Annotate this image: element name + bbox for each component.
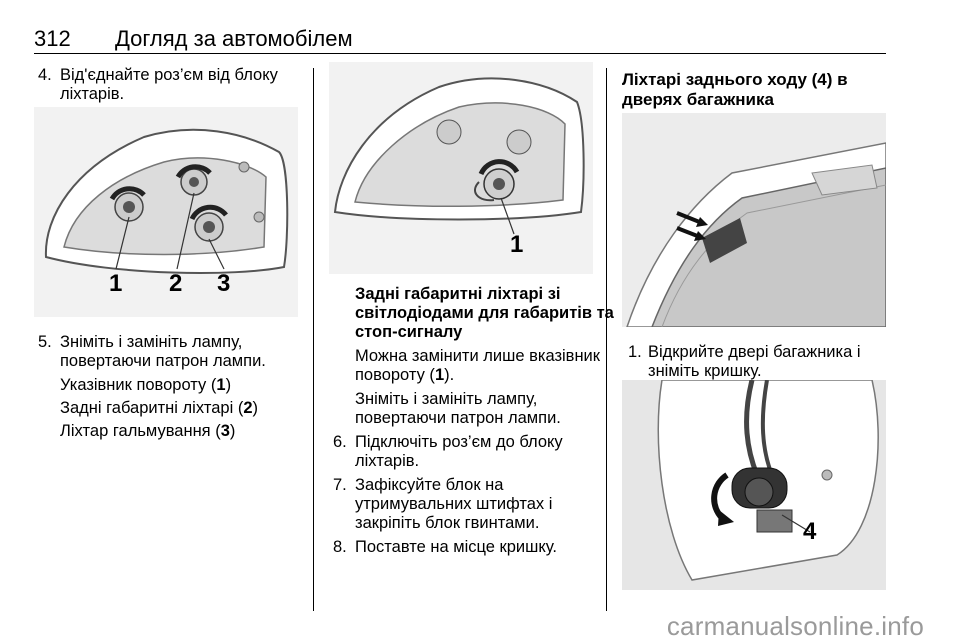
section-heading: Ліхтарі заднього ходу (4) в <box>622 70 848 89</box>
page-number: 312 <box>34 26 71 51</box>
step-6-text: Підключіть роз’єм до блоку <box>355 433 563 451</box>
step-1-number: 1. <box>628 343 642 361</box>
step-5-text: Зніміть і замініть лампу, <box>60 333 243 351</box>
header-divider <box>34 53 886 54</box>
step-6-text: ліхтарів. <box>355 452 420 470</box>
figure-callout: 1 <box>510 231 524 258</box>
step-8-number: 8. <box>333 538 347 556</box>
step-1-text: зніміть кришку. <box>648 362 762 380</box>
paragraph: Зніміть і замініть лампу, <box>355 390 538 408</box>
figure-callout: 1 <box>109 270 123 297</box>
reverse-lamp-socket-figure <box>622 380 886 590</box>
step-4-text: ліхтарів. <box>60 85 125 103</box>
section-heading: Задні габаритні ліхтарі зі <box>355 285 561 303</box>
step-1-text: Відкрийте двері багажника і <box>648 343 861 361</box>
tailgate-cover-figure <box>622 113 886 327</box>
step-5-text: повертаючи патрон лампи. <box>60 352 266 370</box>
step-4-number: 4. <box>38 66 52 84</box>
paragraph: Можна замінити лише вказівник <box>355 347 600 365</box>
column-divider <box>606 68 607 611</box>
figure-callout: 3 <box>217 270 231 297</box>
led-tail-lamp-figure <box>329 62 593 274</box>
column-divider <box>313 68 314 611</box>
step-7-text: Зафіксуйте блок на <box>355 476 504 494</box>
figure-callout: 4 <box>803 518 817 545</box>
paragraph: повороту (1). <box>355 366 455 384</box>
paragraph: повертаючи патрон лампи. <box>355 409 561 427</box>
step-5-number: 5. <box>38 333 52 351</box>
step-7-number: 7. <box>333 476 347 494</box>
step-7-text: утримувальних штифтах і <box>355 495 553 513</box>
bulb-item-2: Задні габаритні ліхтарі (2) <box>60 399 259 417</box>
step-8-text: Поставте на місце кришку. <box>355 538 557 556</box>
section-heading: дверях багажника <box>622 90 774 109</box>
section-heading: стоп-сигналу <box>355 323 463 341</box>
step-4-text: Від'єднайте роз’єм від блоку <box>60 66 278 84</box>
figure-callout: 2 <box>169 270 183 297</box>
tail-lamp-bulbs-figure <box>34 107 298 317</box>
bulb-item-1: Указівник повороту (1) <box>60 376 232 394</box>
page-title: Догляд за автомобілем <box>115 26 353 51</box>
watermark: carmanualsonline.info <box>666 611 924 641</box>
step-7-text: закріпіть блок гвинтами. <box>355 514 540 532</box>
section-heading: світлодіодами для габаритів та <box>355 304 614 322</box>
step-6-number: 6. <box>333 433 347 451</box>
bulb-item-3: Ліхтар гальмування (3) <box>60 422 236 440</box>
